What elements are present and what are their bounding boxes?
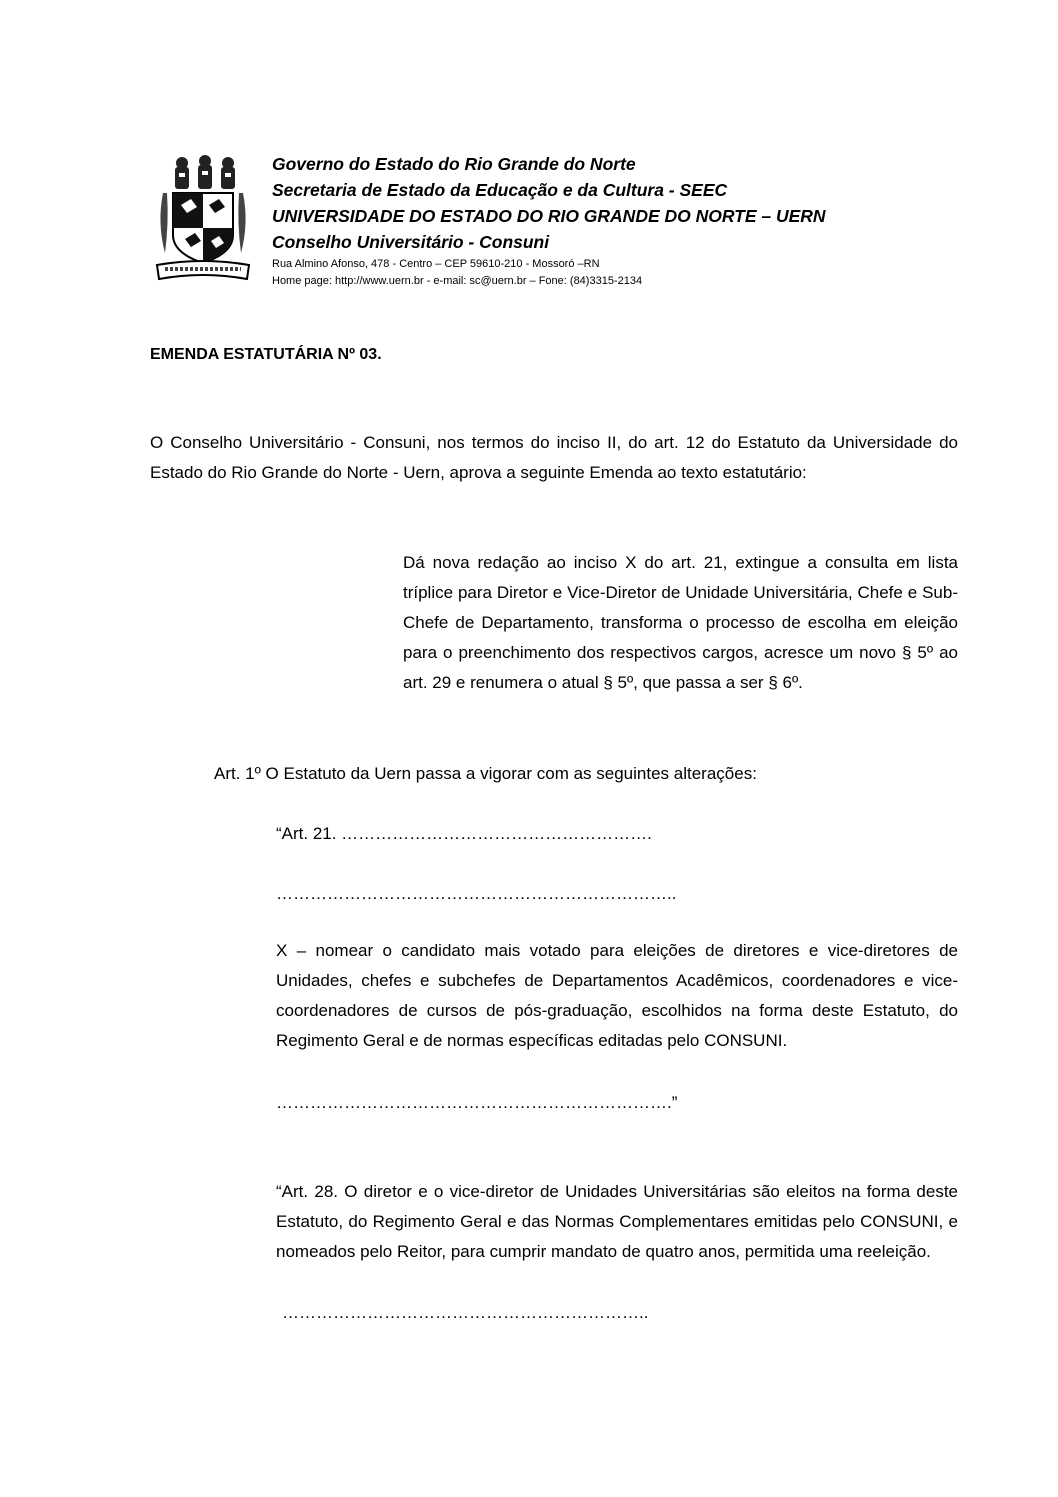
header-contact: Home page: http://www.uern.br - e-mail: sc@uern.br – Fone: (84)3315-2134 bbox=[272, 275, 643, 287]
article-1: Art. 1º O Estatuto da Uern passa a vigorar com as seguintes alterações: bbox=[214, 764, 757, 783]
article-21-heading: “Art. 21. ………………………………………………. bbox=[276, 824, 652, 843]
article-28: “Art. 28. O diretor e o vice-diretor de Unidades Universitárias são eleitos na forma deste Estatuto, do Regimento Geral e das Normas Complementares emitidas pelo CONSUNI, e nomeados pelo Reitor, para cumprir mandato de quatro anos, permitida uma reeleição. bbox=[276, 1182, 958, 1261]
intro-paragraph: O Conselho Universitário - Consuni, nos termos do inciso II, do art. 12 do Estatuto da Universidade do Estado do Rio Grande do Norte - Uern, aprova a seguinte Emenda ao texto estatutário: bbox=[150, 433, 958, 482]
summary-paragraph: Dá nova redação ao inciso X do art. 21, extingue a consulta em lista tríplice para Diretor e Vice-Diretor de Unidade Universitária, Chefe e Sub-Chefe de Departamento, transforma o processo de escolha em eleição para o preenchimento dos respectivos cargos, acresce um novo § 5º ao art. 29 e renumera o atual § 5º, que passa a ser § 6º. bbox=[403, 553, 958, 692]
article-21-end: …………………………………………………………….” bbox=[276, 1093, 678, 1112]
university-crest-logo bbox=[155, 153, 251, 285]
header-university: UNIVERSIDADE DO ESTADO DO RIO GRANDE DO NORTE – UERN bbox=[272, 206, 826, 226]
header-secretariat: Secretaria de Estado da Educação e da Cultura - SEEC bbox=[272, 180, 728, 200]
article-21-item-x: X – nomear o candidato mais votado para eleições de diretores e vice-diretores de Unidades, chefes e subchefes de Departamentos Acadêmicos, coordenadores e vice-coordenadores de cursos de pós-graduação, escolhidos na forma deste Estatuto, do Regimento Geral e de normas específicas editadas pelo CONSUNI. bbox=[276, 941, 958, 1050]
article-28-ellipsis: ……………………………………………………….. bbox=[282, 1303, 649, 1322]
header-council: Conselho Universitário - Consuni bbox=[272, 232, 550, 252]
article-21-ellipsis: …………………………………………………………….. bbox=[276, 884, 677, 903]
header-government: Governo do Estado do Rio Grande do Norte bbox=[272, 154, 636, 174]
header-address: Rua Almino Afonso, 478 - Centro – CEP 59610-210 - Mossoró –RN bbox=[272, 258, 600, 270]
document-title: EMENDA ESTATUTÁRIA Nº 03. bbox=[150, 346, 382, 363]
